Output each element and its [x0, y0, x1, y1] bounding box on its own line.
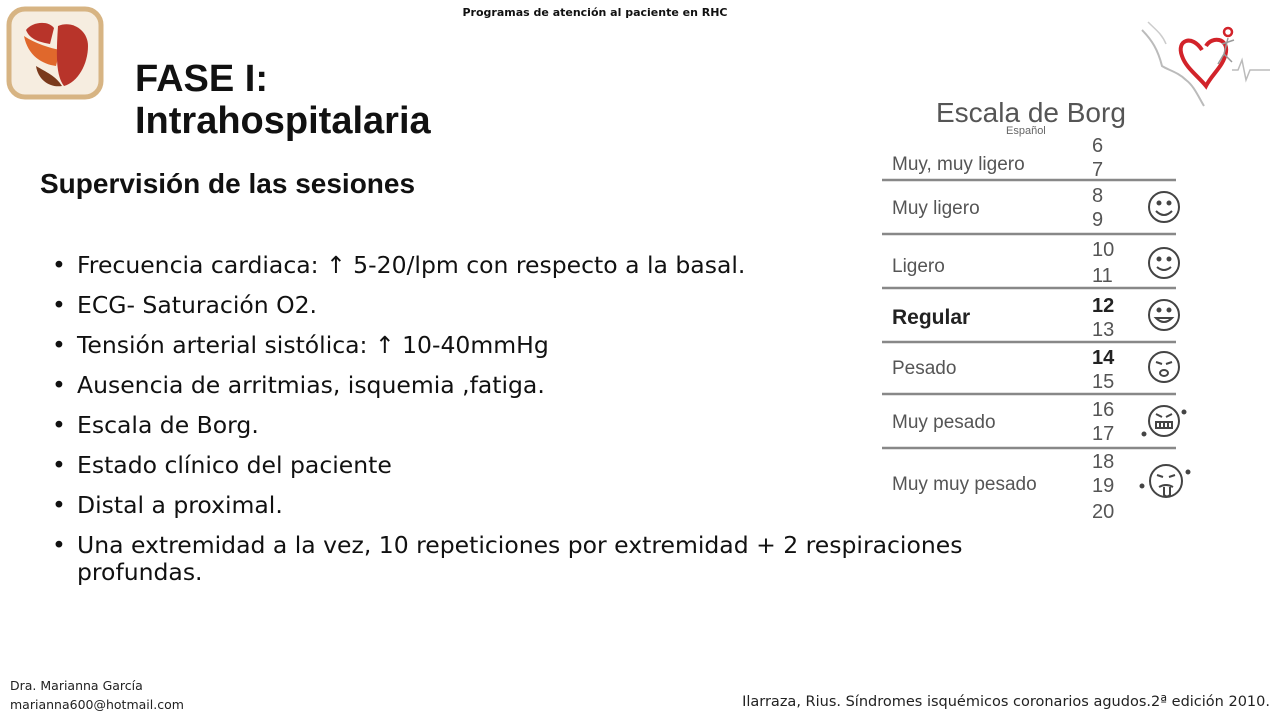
- slide-title: [135, 58, 431, 142]
- borg-number: 7: [1092, 159, 1104, 181]
- footer-author-block: [10, 676, 184, 714]
- borg-number: 18: [1092, 451, 1115, 473]
- grin-face-icon: [1149, 300, 1179, 330]
- borg-number: 20: [1092, 501, 1115, 523]
- grimace-face-icon: [1143, 406, 1186, 436]
- footer-citation: Ilarraza, Rius. Síndromes isquémicos coronarios agudos.2ª edición 2010.: [742, 694, 1270, 710]
- bullet-dot-icon: •: [52, 331, 66, 359]
- bullet-dot-icon: •: [52, 531, 66, 559]
- smile-face-icon: [1149, 192, 1179, 222]
- bullet-dot-icon: •: [52, 491, 66, 519]
- bullet-dot-icon: •: [52, 411, 66, 439]
- borg-label: Regular: [892, 306, 971, 329]
- borg-number: 8: [1092, 185, 1104, 207]
- borg-number: 14: [1092, 347, 1115, 369]
- bullet-item: [52, 532, 1092, 586]
- borg-label: Pesado: [892, 358, 957, 379]
- borg-label: Muy pesado: [892, 412, 996, 433]
- section-subtitle: Supervisión de las sesiones: [40, 168, 416, 199]
- author-name: Dra. Marianna García: [10, 678, 143, 693]
- borg-label: Ligero: [892, 256, 945, 277]
- borg-number: 6: [1092, 135, 1104, 157]
- borg-number: 15: [1092, 371, 1115, 393]
- borg-number: 10: [1092, 239, 1115, 261]
- borg-number: 16: [1092, 399, 1115, 421]
- bullet-text: Estado clínico del paciente: [77, 451, 392, 479]
- borg-label: Muy ligero: [892, 198, 980, 219]
- bullet-dot-icon: •: [52, 451, 66, 479]
- bullet-text: ECG- Saturación O2.: [77, 291, 318, 319]
- hospital-logo: [6, 6, 104, 100]
- borg-number: 13: [1092, 319, 1115, 341]
- bullet-dot-icon: •: [52, 291, 66, 319]
- borg-scale-figure: [876, 94, 1194, 524]
- borg-number: 11: [1092, 265, 1113, 287]
- borg-number: 17: [1092, 423, 1115, 445]
- bullet-text: Escala de Borg.: [77, 411, 259, 439]
- bullet-dot-icon: •: [52, 371, 66, 399]
- exhausted-face-icon: [1141, 465, 1190, 497]
- bullet-text: Distal a proximal.: [77, 491, 283, 519]
- borg-label: Muy, muy ligero: [892, 154, 1025, 175]
- borg-title: Escala de Borg: [936, 97, 1126, 128]
- author-email: marianna600@hotmail.com: [10, 697, 184, 712]
- strained-face-icon: [1149, 352, 1179, 382]
- borg-number: 9: [1092, 209, 1104, 231]
- borg-number: 12: [1092, 295, 1115, 317]
- slide-title-line1: FASE I:: [135, 58, 269, 100]
- bullet-text: Frecuencia cardiaca: ↑ 5-20/lpm con respecto a la basal.: [77, 251, 746, 279]
- bullet-text: Ausencia de arritmias, isquemia ,fatiga.: [77, 371, 545, 399]
- borg-label: Muy muy pesado: [892, 474, 1037, 495]
- borg-subtitle: Español: [1006, 125, 1046, 137]
- borg-number: 19: [1092, 475, 1115, 497]
- bullet-dot-icon: •: [52, 251, 66, 279]
- bullet-text: Tensión arterial sistólica: ↑ 10-40mmHg: [77, 331, 549, 359]
- smile-face-icon: [1149, 248, 1179, 278]
- header-title: Programas de atención al paciente en RHC: [462, 6, 728, 19]
- bullet-text: Una extremidad a la vez, 10 repeticiones por extremidad + 2 respiraciones profundas.: [77, 531, 963, 586]
- slide-title-line2: Intrahospitalaria: [135, 100, 431, 142]
